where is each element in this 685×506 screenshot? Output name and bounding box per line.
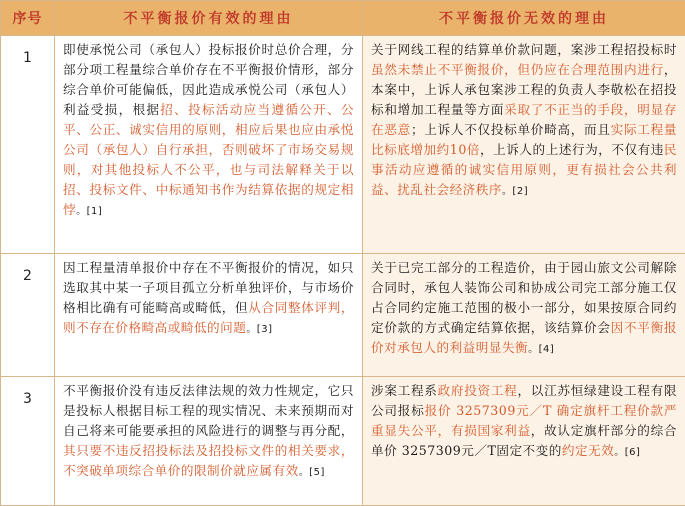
valid-reason-cell [55,377,363,506]
highlighted-text: 约定无效 [562,443,614,458]
highlighted-text: 报价 3257309元／T 确定旗杆工程价款严重显失公平，有损国家利益 [371,403,677,438]
header-row [1,1,685,36]
invalid-reason-text [371,40,677,202]
citation-ref: 。[2] [502,186,528,197]
header-invalid-reasons: 不平衡报价无效的理由 [363,1,685,36]
text-run: ；上诉人不仅投标单价畸高，而且 [411,122,611,137]
text-run: ，故认定旗杆部分的综合单价 3257309元／T固定不变的 [371,423,677,458]
table-row [1,36,685,254]
text-run: 不平衡报价没有违反法律法规的效力性规定，它只是投标人根据目标工程的现实情况、未来预期而对自己将来可能要承担的风险进行的调整与再分配， [63,383,354,438]
valid-reason-cell [55,36,363,254]
text-run: ，本案中，上诉人承包案涉工程的负责人李敬松在招投标和增加工程量等方面 [371,62,677,117]
text-run: 即使承悦公司（承包人）投标报价时总价合理，分部分项工程量综合单价存在不平衡报价情形，部分综合单价可能偏低，因此造成承悦公司（承包人）利益受损，根据 [63,42,354,117]
highlighted-text: 因不平衡报价对承包人的利益明显失衡 [371,320,677,355]
citation-ref: 。[4] [528,344,554,355]
highlighted-text: 实际工程量比标底增加约10倍 [371,122,677,157]
row-number: 3 [1,377,55,506]
citation-ref: 。[6] [614,447,640,458]
text-run: 因工程量清单报价中存在不平衡报价的情况，如只选取其中某一子项目孤立分析单独评价，与市场价格相比确有可能畸高或畸低，但 [63,260,354,315]
highlighted-text: 虽然未禁止不平衡报价，但仍应在合理范围内进行 [371,62,664,77]
valid-reason-cell [55,254,363,377]
invalid-reason-cell [363,36,685,254]
table-row [1,254,685,377]
text-run: ，上诉人的上述行为，不仅有违 [480,142,664,157]
invalid-reason-cell [363,377,685,506]
header-valid-reasons: 不平衡报价有效的理由 [55,1,363,36]
text-run: 关于已完工部分的工程造价，由于园山旅文公司解除合同时，承包人装饰公司和协成公司完工部分施工仅占合同约定施工范围的极小一部分，如果按原合同约定价款的方式确定结算依据，该结算价会 [371,260,677,335]
highlighted-text: 政府投资工程 [438,383,518,398]
highlighted-text: 从合同整体评判，则不存在价格畸高或畸低的问题 [63,300,354,335]
highlighted-text: 其只要不违反招投标法及招投标文件的相关要求，不突破单项综合单价的限制价就应属有效 [63,443,354,478]
highlighted-text: 招、投标活动应当遵循公开、公平、公正、诚实信用的原则，相应后果也应由承悦公司（承包人）自行承担，否则破坏了市场交易规则，对其他投标人不公平，也与司法解释关于以招、投标文件、中标通知书作为结算依据的规定相悖 [63,102,354,217]
invalid-reason-text [371,381,677,463]
highlighted-text: 民事活动应遵循的诚实信用原则，更有损社会公共利益、扰乱社会经济秩序 [371,142,677,197]
row-number: 1 [1,36,55,254]
text-run: 涉案工程系 [371,383,438,398]
citation-ref: 。[3] [246,324,272,335]
valid-reason-text [63,381,354,483]
valid-reason-text [63,258,354,340]
text-run: 关于网线工程的结算单价款问题，案涉工程招投标时 [371,42,677,57]
text-run: ，以江苏恒绿建设工程有限公司报标 [371,383,677,418]
valid-reason-text [63,40,354,222]
table-row [1,377,685,506]
header-serial-number: 序号 [1,1,55,36]
row-number: 2 [1,254,55,377]
citation-ref: 。[1] [76,206,102,217]
invalid-reason-cell [363,254,685,377]
invalid-reason-text [371,258,677,360]
citation-ref: 。[5] [299,467,325,478]
highlighted-text: 采取了不正当的手段，明显存在恶意 [371,102,677,137]
